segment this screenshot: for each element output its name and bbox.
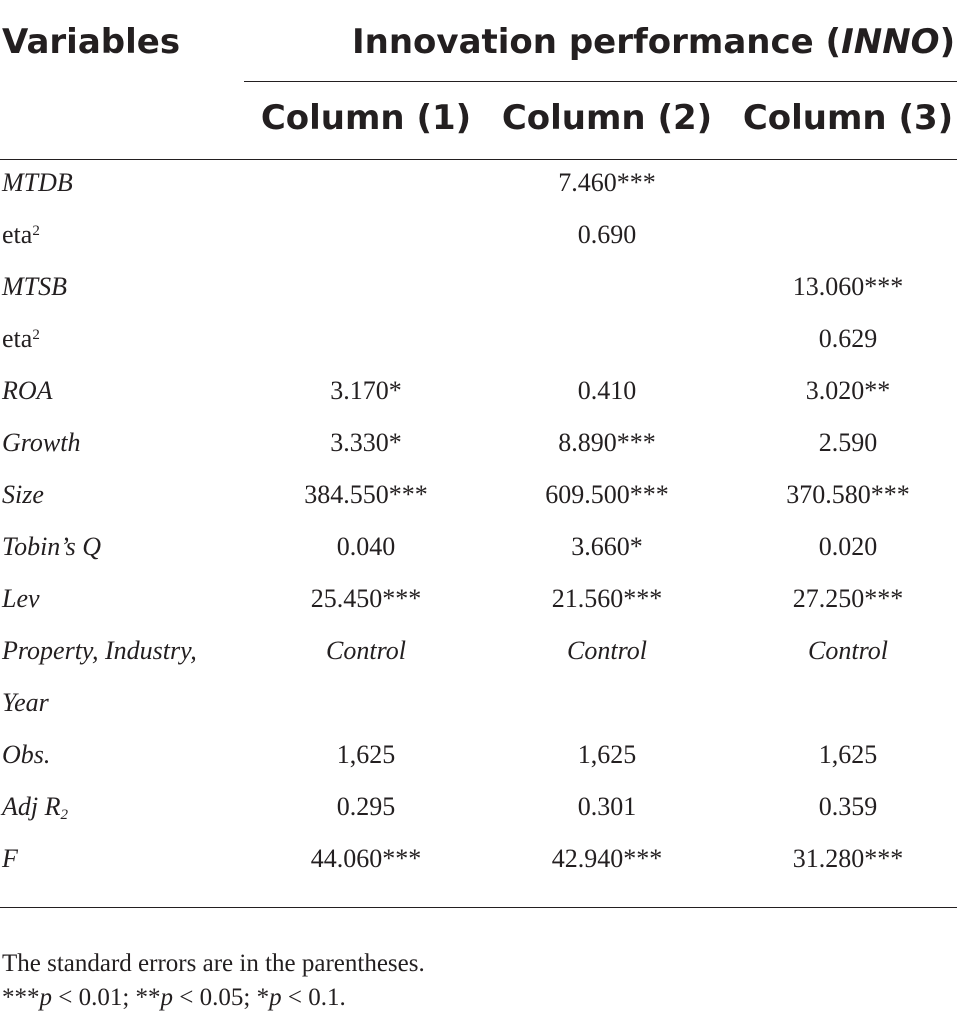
cell-column-2: 42.940*** [551, 844, 663, 873]
row-label-superscript: 2 [32, 326, 40, 343]
cell-column-1: 3.330* [330, 428, 402, 457]
row-label [2, 636, 197, 666]
cell-column-2: 8.890*** [558, 428, 656, 457]
table-row [0, 784, 957, 836]
row-label-text: eta [2, 220, 33, 249]
table-row [0, 160, 957, 212]
header-group-rule [244, 81, 957, 82]
cell-column-2: 21.560*** [551, 584, 663, 613]
table-row [0, 524, 957, 576]
cell-column-2: Control [567, 636, 647, 665]
row-label [2, 272, 67, 302]
table-row [0, 576, 957, 628]
cell-column-1: 44.060*** [310, 844, 422, 873]
row-label [2, 480, 44, 510]
row-label [2, 792, 68, 822]
table-row [0, 680, 957, 732]
row-label [2, 584, 40, 614]
table-row [0, 628, 957, 680]
row-label [2, 532, 101, 562]
cell-column-1: Control [326, 636, 406, 665]
note-part: p [160, 984, 174, 1011]
row-label-text: Adj R [2, 792, 61, 821]
innovation-performance-header [352, 22, 955, 62]
note-part: p [39, 984, 52, 1011]
column-2-header: Column (2) [501, 98, 713, 138]
cell-column-1: 25.450*** [310, 584, 422, 613]
cell-column-3: 370.580*** [786, 480, 910, 509]
cell-column-3: 2.590 [818, 428, 878, 457]
row-label-subscript: 2 [60, 806, 68, 823]
column-3-header: Column (3) [742, 98, 954, 138]
note-part: *** [2, 984, 40, 1011]
row-label-text: Lev [2, 584, 40, 613]
table-row [0, 264, 957, 316]
table-row [0, 420, 957, 472]
row-label [2, 740, 50, 770]
cell-column-3: 1,625 [818, 740, 878, 769]
table-row [0, 368, 957, 420]
row-label-text: Growth [2, 428, 81, 457]
cell-column-2: 609.500*** [545, 480, 669, 509]
group-header-abbrev: INNO [841, 22, 940, 62]
table-row [0, 316, 957, 368]
row-label-superscript: 2 [32, 222, 40, 239]
row-label [2, 324, 40, 354]
note-part: p [269, 984, 282, 1011]
table-note-standard-errors: The standard errors are in the parentheses. [2, 950, 425, 977]
cell-column-1: 0.295 [336, 792, 396, 821]
cell-column-1: 384.550*** [304, 480, 428, 509]
row-label-text: Size [2, 480, 44, 509]
row-label [2, 844, 18, 874]
cell-column-3: Control [808, 636, 888, 665]
row-label [2, 428, 81, 458]
cell-column-3: 31.280*** [792, 844, 904, 873]
cell-column-3: 3.020** [805, 376, 891, 405]
row-label [2, 688, 49, 718]
note-part: < 0.05; * [173, 984, 270, 1011]
cell-column-3: 27.250*** [792, 584, 904, 613]
row-label-text: ROA [2, 376, 53, 405]
row-label-text: MTDB [2, 168, 73, 197]
table-row [0, 472, 957, 524]
cell-column-2: 1,625 [577, 740, 637, 769]
table-row [0, 836, 957, 888]
row-label-text: Property, Industry, [2, 636, 197, 665]
cell-column-3: 13.060*** [792, 272, 904, 301]
table-row [0, 732, 957, 784]
row-label-text: F [2, 844, 18, 873]
row-label [2, 168, 73, 198]
cell-column-2: 0.690 [577, 220, 637, 249]
note-part: < 0.1. [281, 984, 346, 1011]
cell-column-3: 0.359 [818, 792, 878, 821]
table-note-significance [2, 984, 346, 1012]
row-label-text: Obs. [2, 740, 51, 769]
group-header-prefix: Innovation performance ( [352, 22, 842, 62]
cell-column-1: 3.170* [330, 376, 402, 405]
cell-column-1: 0.040 [336, 532, 396, 561]
cell-column-3: 0.629 [818, 324, 878, 353]
cell-column-2: 0.301 [577, 792, 637, 821]
cell-column-2: 7.460*** [558, 168, 656, 197]
row-label-text: MTSB [2, 272, 67, 301]
cell-column-3: 0.020 [818, 532, 878, 561]
cell-column-2: 3.660* [571, 532, 643, 561]
group-header-suffix: ) [939, 22, 956, 62]
note-part: < 0.01; ** [52, 984, 161, 1011]
row-label [2, 220, 40, 250]
table-bottom-rule [0, 907, 957, 908]
cell-column-2: 0.410 [577, 376, 637, 405]
row-label-text: Year [2, 688, 49, 717]
column-1-header: Column (1) [260, 98, 472, 138]
table-row [0, 212, 957, 264]
variables-header: Variables [2, 22, 181, 62]
row-label [2, 376, 53, 406]
row-label-text: Tobin’s Q [2, 532, 101, 561]
cell-column-1: 1,625 [336, 740, 396, 769]
row-label-text: eta [2, 324, 33, 353]
